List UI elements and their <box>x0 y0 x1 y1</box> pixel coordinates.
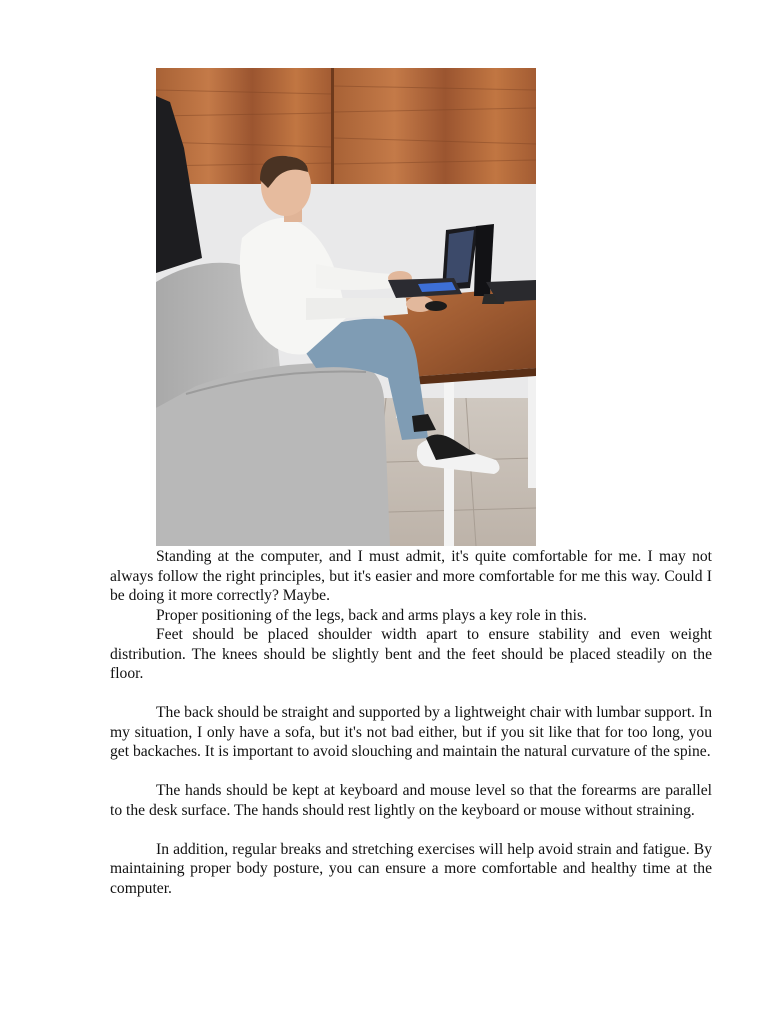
paragraph-breaks: In addition, regular breaks and stretching exercises will help avoid strain and fatigue. By maintaining proper body posture, you can ensure a more comfortable and healthy time at the computer. <box>110 840 712 897</box>
paragraph-feet: Feet should be placed shoulder width apart to ensure stability and even weight distribution. The knees should be slightly bent and the feet should be placed steadily on the floor. <box>110 626 712 682</box>
body-text <box>110 547 712 898</box>
paragraph-standing: Standing at the computer, and I must admit, it's quite comfortable for me. I may not always follow the right principles, but it's easier and more comfortable for me this way. Could I be doing it more correctly? Maybe. <box>110 548 712 604</box>
paragraph-back: The back should be straight and supported by a lightweight chair with lumbar support. In my situation, I only have a sofa, but it's not bad either, but if you sit like that for too long, you get backaches. It is important to avoid slouching and maintain the natural curvature of the spine. <box>110 704 712 760</box>
paragraph-positioning: Proper positioning of the legs, back and arms plays a key role in this. <box>156 606 587 624</box>
photo-person-at-laptop <box>156 68 536 546</box>
paragraph-hands: The hands should be kept at keyboard and mouse level so that the forearms are parallel to the desk surface. The hands should rest lightly on the keyboard or mouse without straining. <box>110 782 712 819</box>
